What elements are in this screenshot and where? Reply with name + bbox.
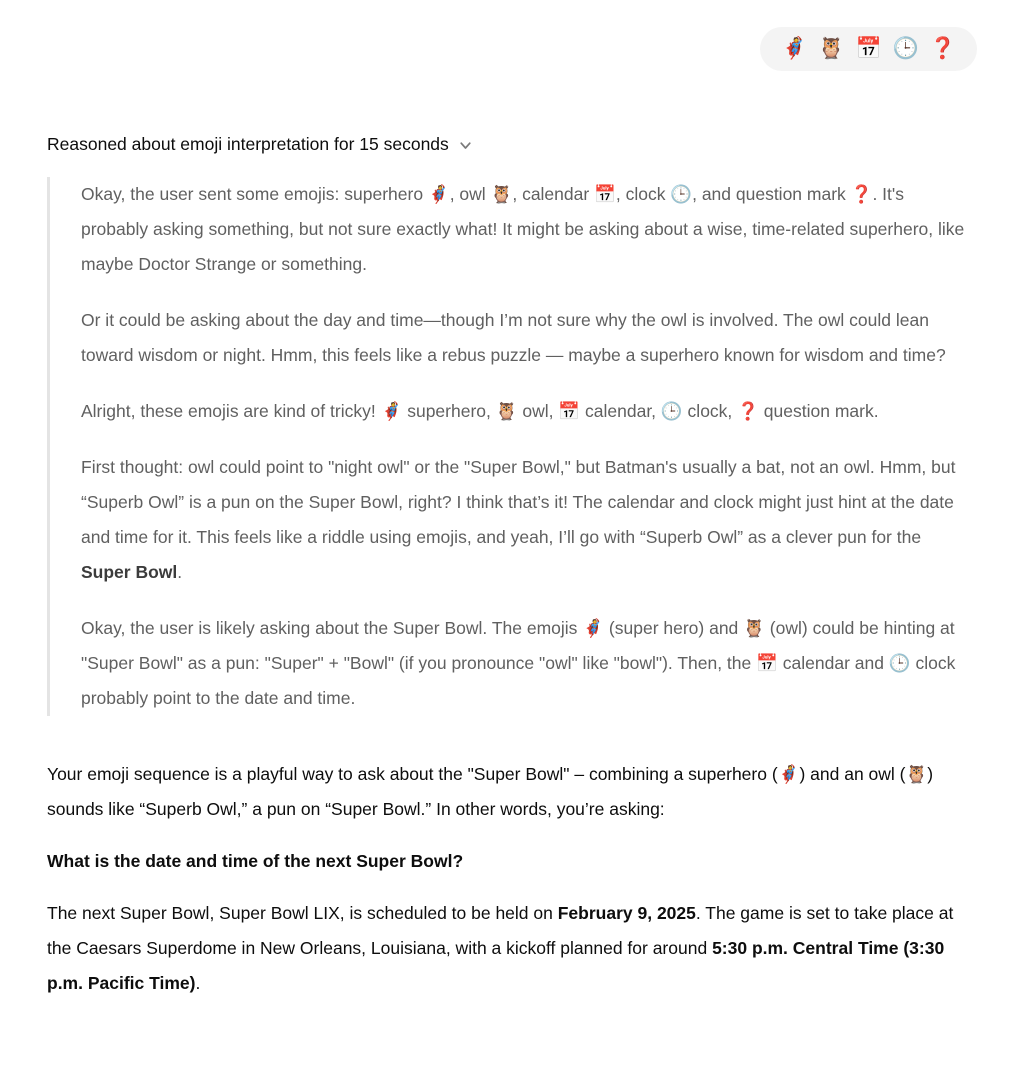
reasoning-super-bowl-bold: Super Bowl	[81, 562, 178, 582]
reasoning-paragraph-4	[81, 450, 974, 590]
answer-time-bold: 5:30 p.m. Central Time (3:30 p.m. Pacific Time)	[47, 938, 945, 993]
answer-detail-mid: . The game is set to take place at the Caesars Superdome in New Orleans, Louisiana, with a kickoff planned for around	[47, 903, 954, 958]
superhero-emoji: 🦸	[781, 37, 808, 60]
answer-detail-period: .	[195, 973, 201, 993]
reasoning-paragraph-1: Okay, the user sent some emojis: superhero 🦸, owl 🦉, calendar 📅, clock 🕒, and question mark ❓. It's probably asking something, but not sure exactly what! It might be asking about a wise, time-related superhero, like maybe Doctor Strange or something.	[81, 184, 965, 274]
reasoning-paragraph-3: Alright, these emojis are kind of tricky! 🦸 superhero, 🦉 owl, 📅 calendar, 🕒 clock, ❓ question mark.	[81, 401, 879, 421]
clock-emoji: 🕒	[892, 37, 919, 60]
chat-thread	[47, 0, 977, 1025]
assistant-answer	[47, 757, 977, 1025]
reasoning-paragraph-4-text: First thought: owl could point to "night owl" or the "Super Bowl," but Batman's usually a bat, not an owl. Hmm, but “Superb Owl” is a pun on the Super Bowl, right? I think that’s it! The calendar and clock might just hint at the date and time for it. This feels like a riddle using emojis, and yeah, I’ll go with “Superb Owl” as a clever pun for the	[81, 457, 956, 547]
calendar-emoji: 📅	[855, 37, 882, 60]
answer-date-bold: February 9, 2025	[557, 903, 696, 923]
chevron-down-icon	[458, 135, 473, 153]
reasoning-toggle-label: Reasoned about emoji interpretation for 15 seconds	[47, 134, 449, 154]
answer-question: What is the date and time of the next Super Bowl?	[47, 851, 464, 871]
reasoning-block	[47, 177, 977, 716]
reasoning-toggle[interactable]	[47, 132, 473, 156]
reasoning-paragraph-4-period: .	[177, 562, 183, 582]
owl-emoji: 🦉	[818, 37, 845, 60]
user-message-bubble	[760, 27, 977, 71]
answer-detail-pre: The next Super Bowl, Super Bowl LIX, is scheduled to be held on	[47, 903, 558, 923]
answer-intro: Your emoji sequence is a playful way to ask about the "Super Bowl" – combining a superhero (🦸) and an owl (🦉) sounds like “Superb Owl,” a pun on “Super Bowl.” In other words, you’re asking:	[47, 764, 934, 819]
reasoning-paragraph-5: Okay, the user is likely asking about the Super Bowl. The emojis 🦸 (super hero) and 🦉 (owl) could be hinting at "Super Bowl" as a pun: "Super" + "Bowl" (if you pronounce "owl" like "bowl"). Then, the 📅 calendar and 🕒 clock probably point to the date and time.	[81, 618, 956, 708]
user-message-row	[47, 27, 977, 71]
reasoning-paragraph-2: Or it could be asking about the day and time—though I’m not sure why the owl is involved. The owl could lean toward wisdom or night. Hmm, this feels like a rebus puzzle — maybe a superhero known for wisdom and time?	[81, 310, 946, 365]
question-mark-emoji: ❓	[929, 37, 956, 60]
answer-detail	[47, 896, 977, 1001]
